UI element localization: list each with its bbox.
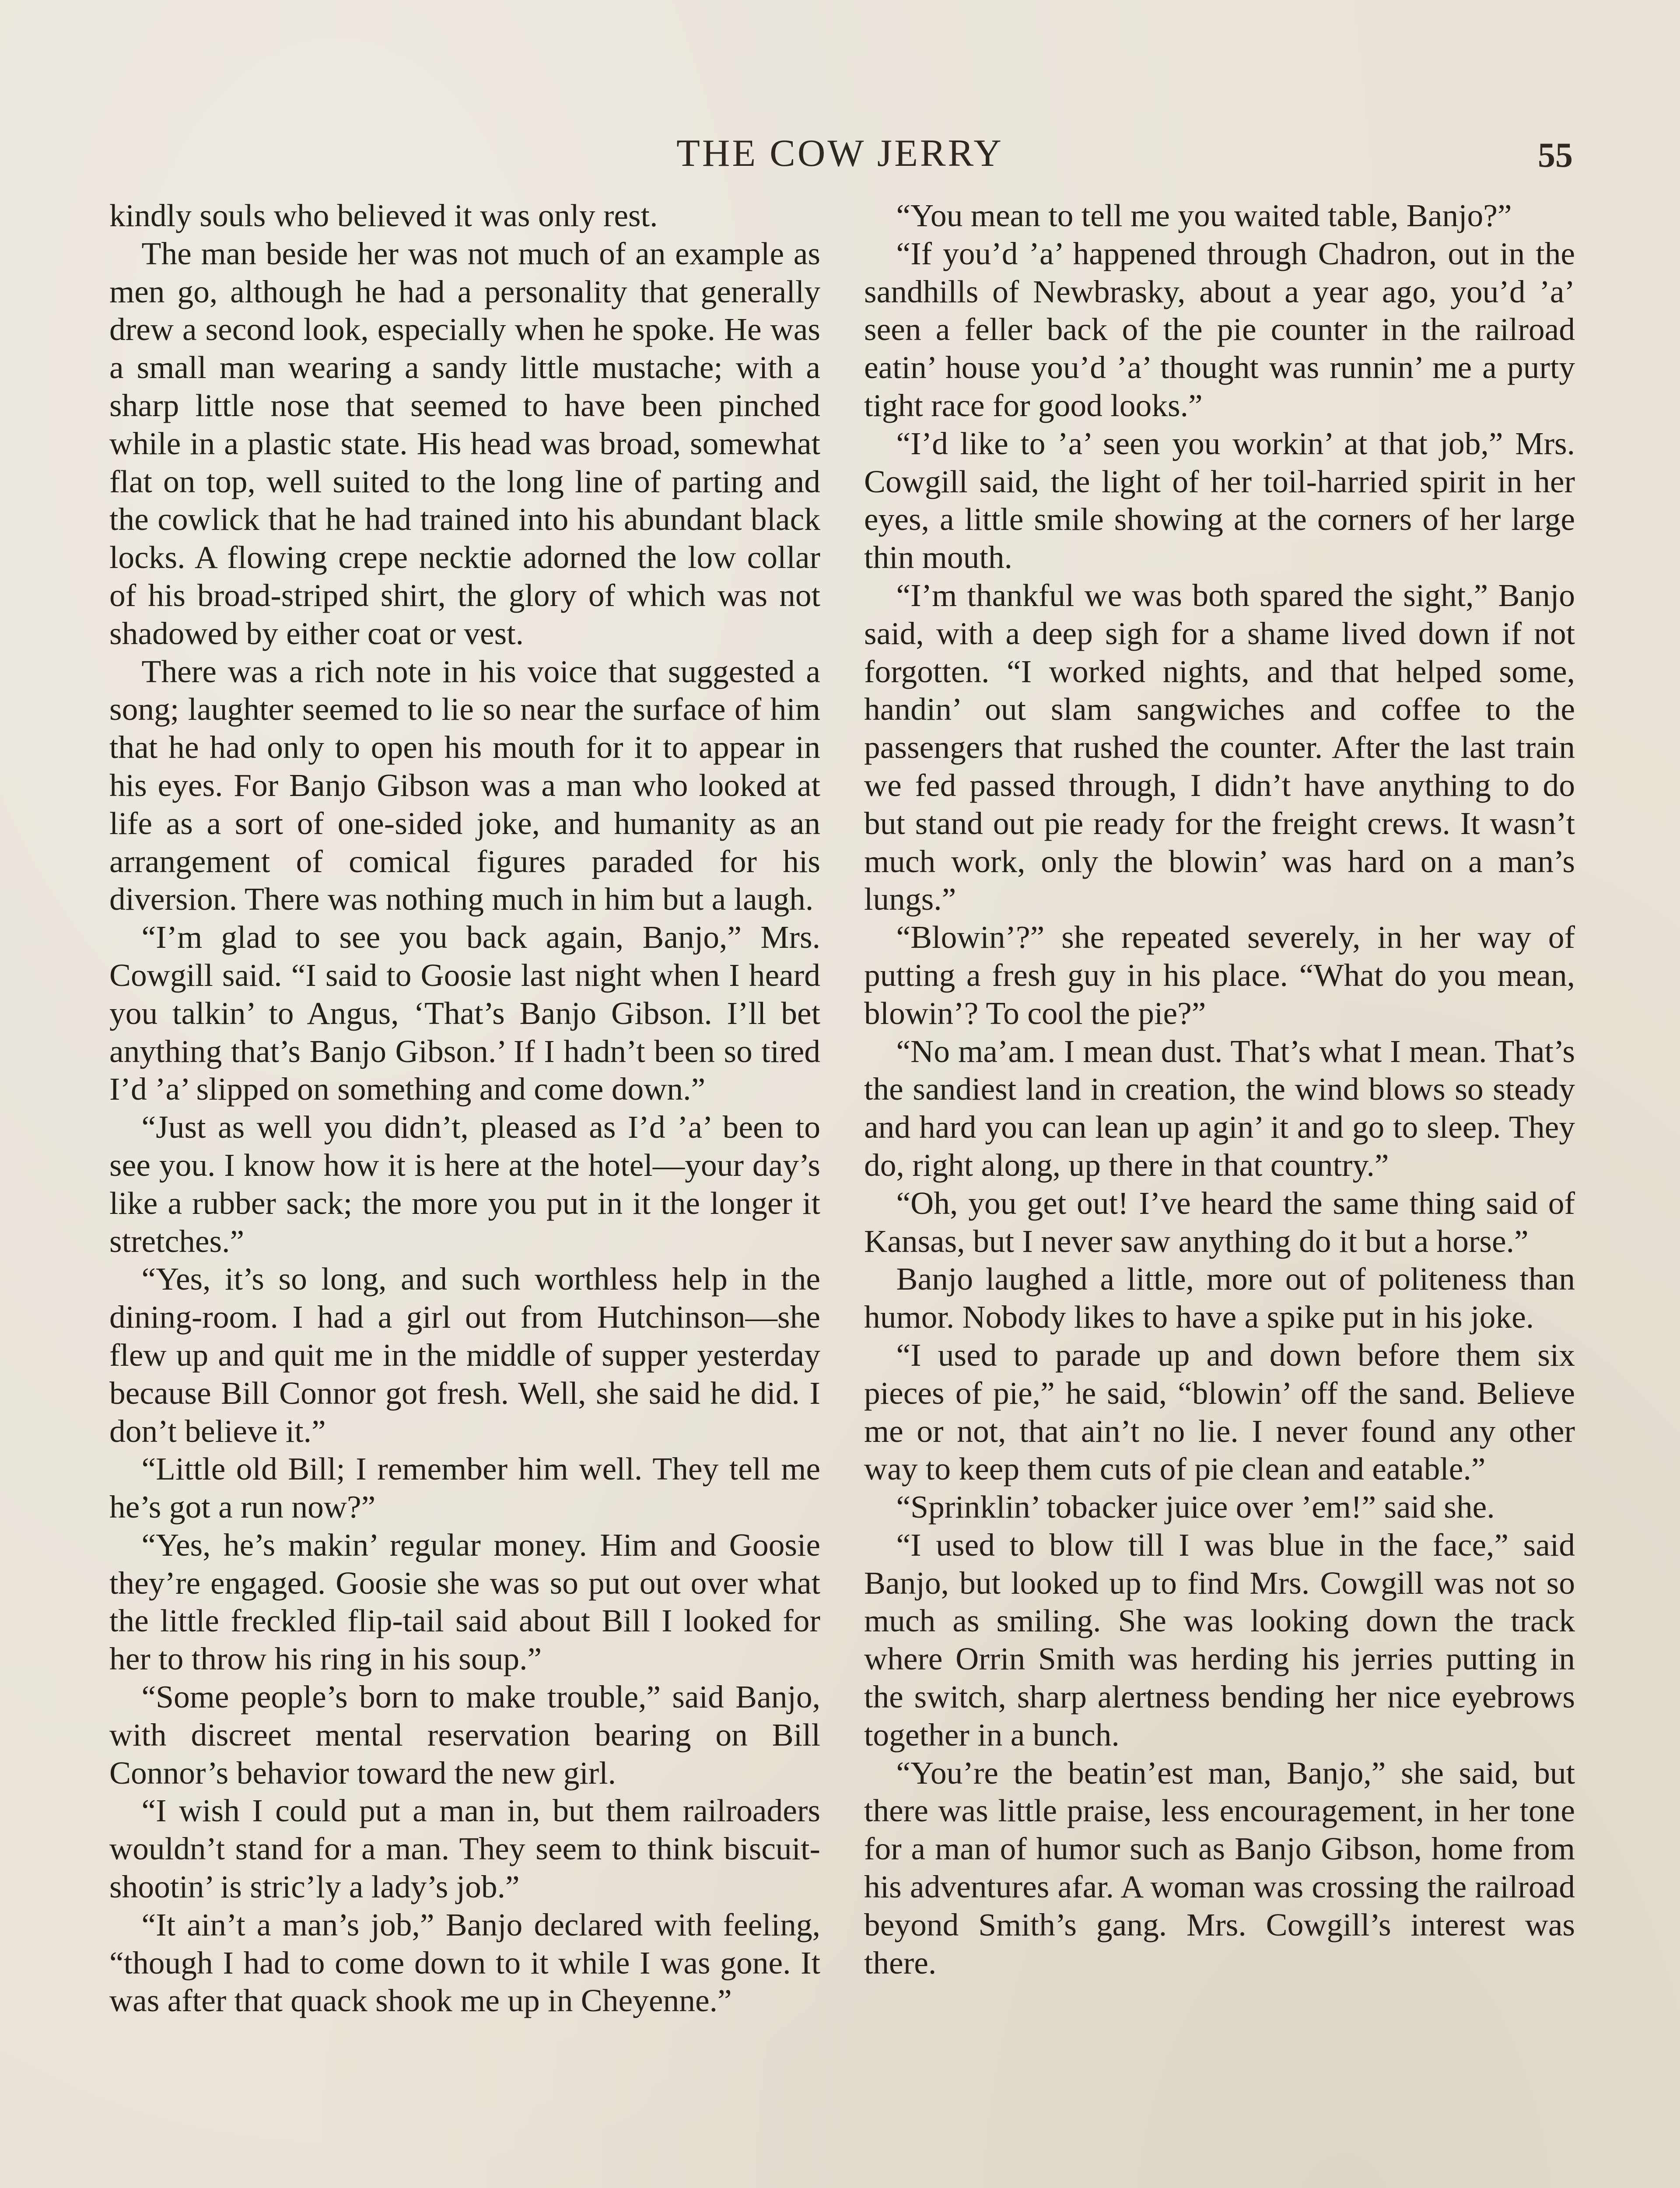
- paragraph: “I wish I could put a man in, but them railroaders wouldn’t stand for a man. They seem to think biscuit-shootin’ is stric’ly a lady’s job.”: [109, 1793, 820, 1905]
- paragraph: “Yes, it’s so long, and such worthless help in the dining-room. I had a girl out from Hutchinson—she flew up and quit me in the middle of supper yesterday because Bill Connor got fresh. Well, she said he did. I don’t believe it.”: [109, 1261, 820, 1449]
- page-number: 55: [1538, 136, 1573, 175]
- paragraph: “I’m thankful we was both spared the sight,” Banjo said, with a deep sigh for a shame lived down if not forgotten. “I worked nights, and that helped some, handin’ out slam sangwiches and coffee to the passengers that rushed the counter. After the last train we fed passed through, I didn’t have anything to do but stand out pie ready for the freight crews. It wasn’t much work, only the blowin’ was hard on a man’s lungs.”: [864, 577, 1575, 917]
- paragraph: Banjo laughed a little, more out of politeness than humor. Nobody likes to have a spike put in his joke.: [864, 1261, 1575, 1335]
- left-text-column: [109, 197, 820, 2020]
- paragraph: “Sprinklin’ tobacker juice over ’em!” said she.: [896, 1489, 1495, 1525]
- paragraph: “Oh, you get out! I’ve heard the same thing said of Kansas, but I never saw anything do it but a horse.”: [864, 1185, 1575, 1259]
- paragraph: “You’re the beatin’est man, Banjo,” she said, but there was little praise, less encouragement, in her tone for a man of humor such as Banjo Gibson, home from his adventures afar. A woman was crossing the railroad beyond Smith’s gang. Mrs. Cowgill’s interest was there.: [864, 1755, 1575, 1981]
- paragraph: “It ain’t a man’s job,” Banjo declared with feeling, “though I had to come down to it while I was gone. It was after that quack shook me up in Cheyenne.”: [109, 1907, 820, 2019]
- paragraph: “Blowin’?” she repeated severely, in her way of putting a fresh guy in his place. “What do you mean, blowin’? To cool the pie?”: [864, 919, 1575, 1031]
- paragraph: “Little old Bill; I remember him well. They tell me he’s got a run now?”: [109, 1451, 820, 1525]
- paragraph: “Some people’s born to make trouble,” said Banjo, with discreet mental reservation bearing on Bill Connor’s behavior toward the new girl.: [109, 1679, 820, 1791]
- page-header: [0, 131, 1680, 179]
- paragraph: kindly souls who believed it was only rest.: [109, 198, 658, 233]
- paragraph: “I’m glad to see you back again, Banjo,” Mrs. Cowgill said. “I said to Goosie last night when I heard you talkin’ to Angus, ‘That’s Banjo Gibson. I’ll bet anything that’s Banjo Gibson.’ If I hadn’t been so tired I’d ’a’ slipped on something and come down.”: [109, 919, 820, 1107]
- running-title: THE COW JERRY: [676, 132, 1004, 175]
- paragraph: “No ma’am. I mean dust. That’s what I mean. That’s the sandiest land in creation, the wind blows so steady and hard you can lean up agin’ it and go to sleep. They do, right along, up there in that country.”: [864, 1033, 1575, 1183]
- paragraph: “If you’d ’a’ happened through Chadron, out in the sandhills of Newbrasky, about a year ago, you’d ’a’ seen a feller back of the pie counter in the railroad eatin’ house you’d ’a’ thought was runnin’ me a purty tight race for good looks.”: [864, 235, 1575, 423]
- paragraph: “You mean to tell me you waited table, Banjo?”: [896, 198, 1512, 233]
- paragraph: “I used to blow till I was blue in the face,” said Banjo, but looked up to find Mrs. Cowgill was not so much as smiling. She was looking down the track where Orrin Smith was herding his jerries putting in the switch, sharp alertness bending her nice eyebrows together in a bunch.: [864, 1527, 1575, 1753]
- paragraph: “I used to parade up and down before them six pieces of pie,” he said, “blowin’ off the sand. Believe me or not, that ain’t no lie. I never found any other way to keep them cuts of pie clean and eatable.”: [864, 1337, 1575, 1487]
- paragraph: The man beside her was not much of an example as men go, although he had a personality that generally drew a second look, especially when he spoke. He was a small man wearing a sandy little mustache; with a sharp little nose that seemed to have been pinched while in a plastic state. His head was broad, somewhat flat on top, well suited to the long line of parting and the cowlick that he had trained into his abundant black locks. A flowing crepe necktie adorned the low collar of his broad-striped shirt, the glory of which was not shadowed by either coat or vest.: [109, 235, 820, 651]
- paragraph: “Yes, he’s makin’ regular money. Him and Goosie they’re engaged. Goosie she was so put out over what the little freckled flip-tail said about Bill I looked for her to throw his ring in his soup.”: [109, 1527, 820, 1677]
- paragraph: “Just as well you didn’t, pleased as I’d ’a’ been to see you. I know how it is here at the hotel—your day’s like a rubber sack; the more you put in it the longer it stretches.”: [109, 1109, 820, 1259]
- right-text-column: [864, 197, 1575, 1982]
- paragraph: There was a rich note in his voice that suggested a song; laughter seemed to lie so near the surface of him that he had only to open his mouth for it to appear in his eyes. For Banjo Gibson was a man who looked at life as a sort of one-sided joke, and humanity as an arrangement of comical figures paraded for his diversion. There was nothing much in him but a laugh.: [109, 653, 820, 917]
- paragraph: “I’d like to ’a’ seen you workin’ at that job,” Mrs. Cowgill said, the light of her toil-harried spirit in her eyes, a little smile showing at the corners of her large thin mouth.: [864, 425, 1575, 575]
